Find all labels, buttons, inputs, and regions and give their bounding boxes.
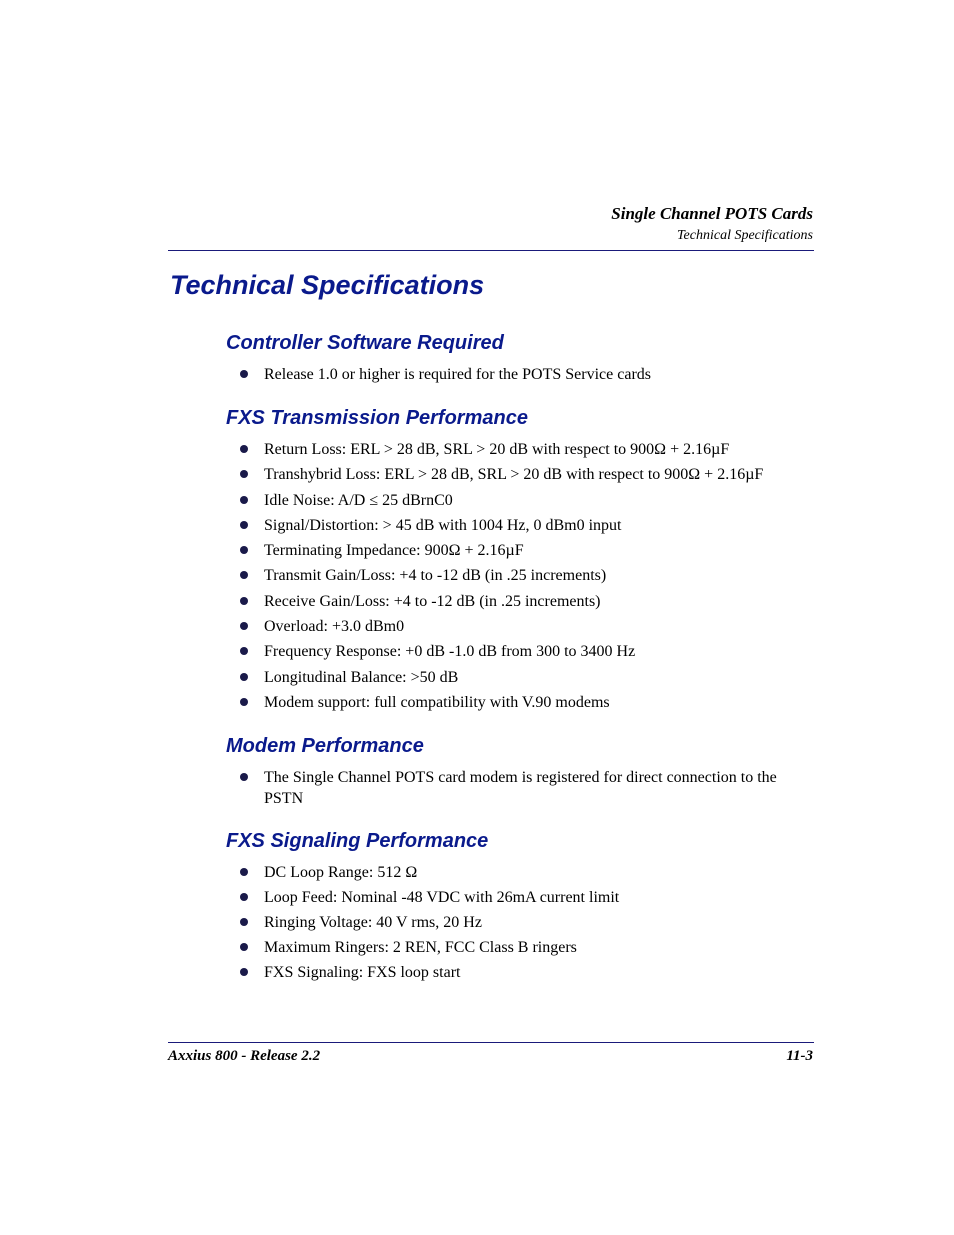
bullet-icon [240, 546, 248, 554]
list-item [226, 439, 816, 460]
bullet-icon [240, 622, 248, 630]
bullet-icon [240, 943, 248, 951]
list-item-text: Modem support: full compatibility with V.90 modems [264, 693, 610, 711]
list-item-text: Overload: +3.0 dBm0 [264, 618, 405, 636]
list-item [226, 364, 816, 385]
list-item [226, 565, 816, 586]
list-item [226, 937, 816, 958]
list-item-text: Transhybrid Loss: ERL > 28 dB, SRL > 20 dB with respect to 900Ω + 2.16µF [264, 466, 764, 484]
list-item-text: Transmit Gain/Loss: +4 to -12 dB (in .25 increments) [264, 567, 607, 585]
section-modem-performance [226, 734, 816, 809]
list-item [226, 767, 816, 809]
section-heading: FXS Signaling Performance [226, 830, 489, 852]
list-item [226, 515, 816, 536]
bullet-icon [240, 868, 248, 876]
list-item-text: DC Loop Range: 512 Ω [264, 864, 418, 881]
list-item-text: Return Loss: ERL > 28 dB, SRL > 20 dB with respect to 900Ω + 2.16µF [264, 441, 730, 458]
list-item [226, 862, 816, 883]
list-item [226, 616, 816, 637]
section-fxs-signaling [226, 829, 816, 987]
bullet-icon [240, 571, 248, 579]
list-item-text: Maximum Ringers: 2 REN, FCC Class B ringers [264, 939, 577, 956]
list-item-text: The Single Channel POTS card modem is registered for direct connection to the PSTN [264, 769, 777, 807]
list-item-text: Loop Feed: Nominal -48 VDC with 26mA current limit [264, 889, 620, 906]
bullet-icon [240, 968, 248, 976]
bullet-icon [240, 470, 248, 478]
list-item-text: Idle Noise: A/D ≤ 25 dBrnC0 [264, 491, 453, 509]
bullet-icon [240, 445, 248, 453]
section-heading: Modem Performance [226, 735, 424, 757]
bullet-icon [240, 521, 248, 529]
section-heading: FXS Transmission Performance [226, 407, 528, 429]
bullet-icon [240, 893, 248, 901]
bullet-icon [240, 597, 248, 605]
list-item [226, 887, 816, 908]
list-item [226, 591, 816, 612]
bullet-icon [240, 698, 248, 706]
list-item-text: FXS Signaling: FXS loop start [264, 964, 461, 981]
footer-rule [168, 1042, 814, 1043]
bullet-icon [240, 496, 248, 504]
list-item [226, 667, 816, 688]
list-item [226, 540, 816, 561]
bullet-icon [240, 918, 248, 926]
footer-document-title: Axxius 800 - Release 2.2 [168, 1048, 321, 1064]
list-item [226, 641, 816, 662]
bullet-icon [240, 370, 248, 378]
bullet-icon [240, 773, 248, 781]
section-fxs-transmission [226, 406, 816, 717]
section-controller-software [226, 331, 816, 385]
list-item-text: Longitudinal Balance: >50 dB [264, 668, 459, 686]
running-header-section: Technical Specifications [677, 228, 813, 243]
list-item-text: Frequency Response: +0 dB -1.0 dB from 300 to 3400 Hz [264, 643, 636, 661]
bullet-list [226, 364, 816, 385]
list-item [226, 464, 816, 485]
running-header-chapter: Single Channel POTS Cards [611, 204, 813, 223]
header-rule [168, 250, 814, 251]
list-item [226, 962, 816, 983]
bullet-icon [240, 647, 248, 655]
bullet-list [226, 767, 816, 809]
bullet-list [226, 439, 816, 713]
page-title: Technical Specifications [170, 270, 485, 300]
page-number: 11-3 [786, 1048, 813, 1064]
list-item-text: Signal/Distortion: > 45 dB with 1004 Hz, 0 dBm0 input [264, 516, 622, 534]
list-item [226, 490, 816, 511]
list-item-text: Release 1.0 or higher is required for the POTS Service cards [264, 366, 651, 383]
bullet-icon [240, 673, 248, 681]
list-item-text: Terminating Impedance: 900Ω + 2.16µF [264, 542, 524, 560]
section-heading: Controller Software Required [226, 332, 504, 354]
list-item [226, 692, 816, 713]
list-item [226, 912, 816, 933]
list-item-text: Receive Gain/Loss: +4 to -12 dB (in .25 increments) [264, 592, 601, 610]
bullet-list [226, 862, 816, 983]
list-item-text: Ringing Voltage: 40 V rms, 20 Hz [264, 914, 482, 931]
